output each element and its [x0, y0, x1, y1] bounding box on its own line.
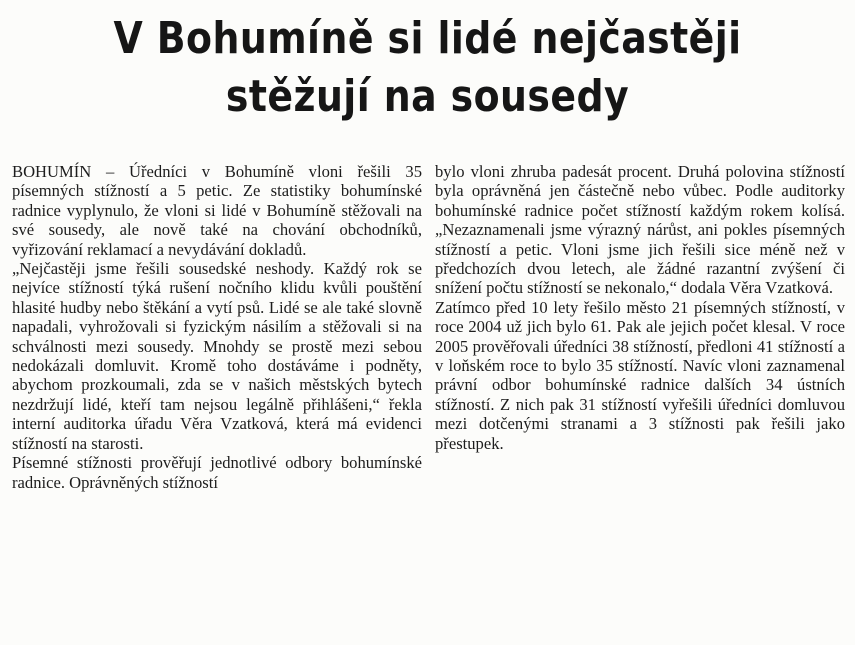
- headline-line-1: V Bohumíně si lidé nejčastěji: [113, 13, 742, 64]
- paragraph-4: bylo vloni zhruba padesát procent. Druhá polovina stížností byla oprávněná jen částečně nebo vůbec. Podle auditorky bohumínské radnice počet stížností každým rokem kolísá. „Nezaznamenali jsme výrazný nárůst, ani pokles písemných stížností a petic. Vloni jsme jich řešili sice méně než v předchozích dvou letech, ale žádné razantní zvýšení či snížení počtu stížností se nekonalo,“ dodala Věra Vzatková.: [435, 162, 845, 298]
- article-column-left: [12, 162, 422, 492]
- paragraph-5: Zatímco před 10 lety řešilo město 21 písemných stížností, v roce 2004 už jich bylo 61. Pak ale jejich počet klesal. V roce 2005 prověřovali úředníci 38 stížností, předloni 41 stížností a v loňském roce to bylo 35 stížností. Navíc vloni zaznamenal právní odbor bohumínské radnice dalších 34 ústních stížností. Z nich pak 31 stížností vyřešili úředníci domluvou mezi dotčenými stranami a 3 stížnosti pak řešili jako přestupek.: [435, 297, 845, 453]
- article-column-right: [435, 162, 845, 453]
- paragraph-1: BOHUMÍN – Úředníci v Bohumíně vloni řešili 35 písemných stížností a 5 petic. Ze statistiky bohumínské radnice vyplynulo, že vloni si lidé v Bohumíně stěžovali na své sousedy, ale nově také na chování obchodníků, vyřizování reklamací a nevydávání dokladů.: [12, 162, 422, 259]
- headline-line-2: stěžují na sousedy: [225, 71, 630, 122]
- paragraph-2: „Nejčastěji jsme řešili sousedské neshody. Každý rok se nejvíce stížností týká rušení nočního klidu kvůli pouštění hlasité hudby nebo štěkání a vytí psů. Lidé se ale také slovně napadali, vyhrožovali si fyzickým násilím a stěžovali si na schválnosti mezi sousedy. Mnohdy se prostě mezi sebou nedokázali domluvit. Kromě toho dostáváme i podněty, abychom prozkoumali, zda se v našich městských bytech nezdržují lidé, kteří tam nejsou legálně přihlášeni,“ řekla interní auditorka úřadu Věra Vzatková, která má evidenci stížností na starosti.: [12, 259, 422, 453]
- paragraph-3: Písemné stížnosti prověřují jednotlivé odbory bohumínské radnice. Oprávněných stížností: [12, 453, 422, 492]
- headline: [60, 10, 795, 126]
